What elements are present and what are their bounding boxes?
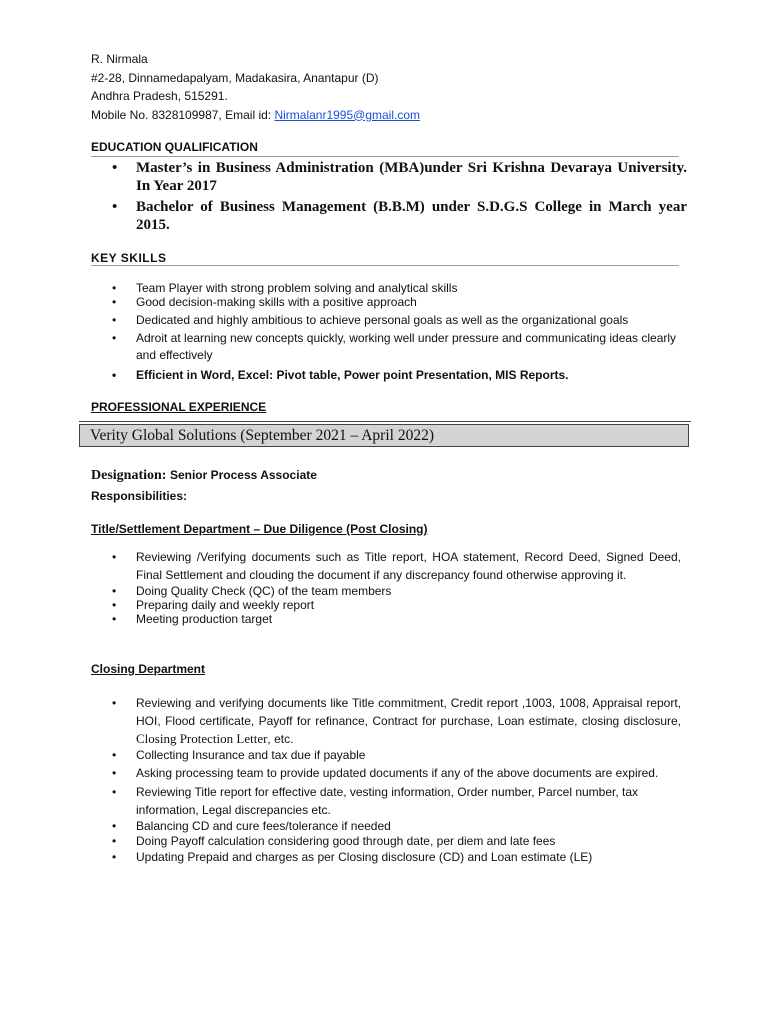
bullet-icon: • <box>112 612 117 626</box>
task-item: • Balancing CD and cure fees/tolerance if needed <box>112 819 391 833</box>
bullet-icon: • <box>112 766 117 780</box>
bullet-icon: • <box>112 584 117 598</box>
address-line-1: #2-28, Dinnamedapalyam, Madakasira, Anantapur (D) <box>91 70 379 85</box>
task-item: • Preparing daily and weekly report <box>112 598 315 612</box>
task-item: • Meeting production target <box>112 612 273 626</box>
bullet-icon: • <box>112 330 117 345</box>
skill-item: • Adroit at learning new concepts quickly, working well under pressure and communicating ideas clearly and effectively <box>112 330 677 362</box>
education-item: • Master’s in Business Administration (MBA)under Sri Krishna Devaraya University. In Year 2017 <box>112 160 687 194</box>
skill-item: • Dedicated and highly ambitious to achieve personal goals as well as the organizational goals <box>136 312 681 330</box>
skill-item: • Team Player with strong problem solving and analytical skills <box>112 281 458 295</box>
bullet-icon: • <box>112 281 117 295</box>
bullet-icon: • <box>112 367 117 382</box>
task-item: • Updating Prepaid and charges as per Closing disclosure (CD) and Loan estimate (LE) <box>112 850 593 864</box>
title-dept-list <box>112 548 681 626</box>
task-item: • Doing Payoff calculation considering good through date, per diem and late fees <box>112 834 556 848</box>
closing-dept-heading: Closing Department <box>91 662 206 676</box>
experience-heading: PROFESSIONAL EXPERIENCE <box>91 400 267 414</box>
skill-item: • Good decision-making skills with a positive approach <box>112 295 417 309</box>
education-list <box>112 159 687 237</box>
skills-divider <box>91 265 679 266</box>
bullet-icon: • <box>112 550 117 564</box>
task-item: • Reviewing /Verifying documents such as Title report, HOA statement, Record Deed, Signed Deed, Final Settlement and clouding the document if any discrepancy found otherwise approving it. <box>112 550 681 582</box>
task-item: • Doing Quality Check (QC) of the team members <box>112 584 392 598</box>
skills-list <box>112 281 681 384</box>
education-heading: EDUCATION QUALIFICATION <box>91 140 258 154</box>
contact-block <box>91 50 420 124</box>
title-dept-heading: Title/Settlement Department – Due Diligence (Post Closing) <box>91 522 428 536</box>
bullet-icon: • <box>112 850 117 864</box>
company-banner: Verity Global Solutions (September 2021 – April 2022) <box>79 424 689 447</box>
closing-protection-letter: Closing Protection Letter <box>136 731 268 746</box>
bullet-icon: • <box>112 160 118 176</box>
closing-dept-list <box>112 694 681 864</box>
bullet-icon: • <box>112 696 117 710</box>
skills-heading: KEY SKILLS <box>91 251 167 265</box>
address-line-2: Andhra Pradesh, 515291. <box>91 89 228 103</box>
task-item: • Asking processing team to provide updated documents if any of the above documents are expired. <box>112 766 659 780</box>
skill-item: • Efficient in Word, Excel: Pivot table, Power point Presentation, MIS Reports. <box>136 367 681 385</box>
experience-divider <box>79 421 691 422</box>
bullet-icon: • <box>112 199 118 215</box>
education-item: • Bachelor of Business Management (B.B.M) under S.D.G.S College in March year 2015. <box>112 199 687 233</box>
task-item: • Reviewing Title report for effective date, vesting information, Order number, Parcel number, tax information, Legal discrepancies etc. <box>112 785 639 817</box>
designation-value: Senior Process Associate <box>169 468 317 482</box>
bullet-icon: • <box>112 748 117 762</box>
task-item: • Reviewing and verifying documents like Title commitment, Credit report ,1003, 1008, Appraisal report, HOI, Flood certificate, Payoff for refinance, Contract for purchase, Loan estimate, closing disclosure, Closing Protection Letter, etc. <box>112 696 681 746</box>
designation-label: Designation: <box>91 468 170 483</box>
mobile-label: Mobile No. 8328109987, Email id: <box>91 107 275 122</box>
bullet-icon: • <box>112 785 117 799</box>
education-divider <box>91 156 679 157</box>
bullet-icon: • <box>112 313 117 327</box>
candidate-name: R. Nirmala <box>91 52 148 66</box>
email-link[interactable]: Nirmalanr1995@gmail.com <box>274 107 421 122</box>
mobile-email-line <box>91 106 420 125</box>
task-item: • Collecting Insurance and tax due if payable <box>112 748 366 762</box>
bullet-icon: • <box>112 819 117 833</box>
bullet-icon: • <box>112 598 117 612</box>
bullet-icon: • <box>112 834 117 848</box>
designation-line <box>91 467 317 486</box>
responsibilities-label: Responsibilities: <box>91 489 188 503</box>
bullet-icon: • <box>112 295 117 309</box>
